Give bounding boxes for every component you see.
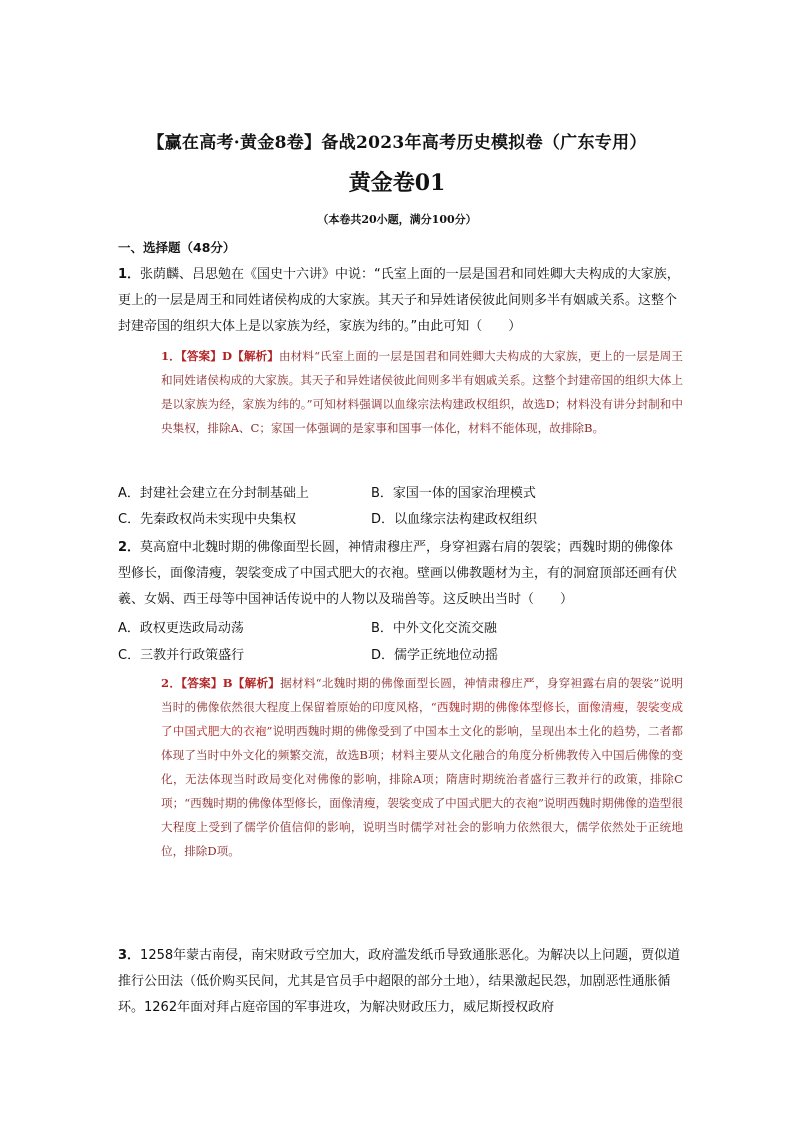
option-b[interactable]: B．家国一体的国家治理模式 [371, 486, 536, 501]
answer-analysis: 据材料“北魏时期的佛像面型长圆，神情肃穆庄严，身穿袒露右肩的袈裟”说明当时的佛像依然很大程度上保留着原始的印度风格， [161, 676, 683, 714]
question-2 [118, 535, 683, 613]
option-d[interactable]: D．以血缘宗法构建政权组织 [371, 512, 538, 527]
option-d[interactable]: D．儒学正统地位动摇 [371, 648, 499, 663]
answer-number: 1． [161, 349, 181, 363]
exam-note: （本卷共20小题，满分100分） [317, 213, 477, 226]
answer-1 [161, 344, 683, 440]
question-text: 1258年蒙古南侵，南宋财政亏空加大，政府滥发纸币导致通胀恶化。为解决以上问题，贾似道推行公田法（低价购买民间，尤其是官员手中超限的部分土地），结果激起民怨，加剧恶性通胀循环。1262年面对拜占庭帝国的军事进攻，为解决财政压力，威尼斯授权政府 [118, 948, 681, 1015]
answer-analysis-cont: 说明西魏时期的佛像受到了中国本土文化的影响，呈现出本土化的趋势，二者都体现了当时中外文化的频繁交流，故选B项；材料主要从文化融合的角度分析佛教传入中国后佛像的变化，无法体现当时政局变化对佛像的影响，排除A项；隋唐时期统治者盛行三教并行的政策，排除C项；“西魏时期的佛像体型修长，面像清瘦，袈裟变成了中国式肥大的衣袍”说明西魏时期佛像的造型很大程度上受到了儒学价值信仰的影响，说明当时儒学对社会的影响力依然很大，儒学依然处于正统地位，排除D项。 [161, 724, 683, 858]
option-c[interactable]: C．先秦政权尚未实现中央集权 [118, 512, 297, 527]
answer-tag: 【答案】B【解析】 [181, 676, 281, 690]
exam-title: 【赢在高考·黄金8卷】备战2023年高考历史模拟卷（广东专用） [147, 133, 647, 153]
answer-tag: 【答案】D【解析】 [180, 349, 279, 363]
answer-quote: “西魏时期的佛像体型修长，面像清瘦，袈裟变成了中国式肥大的衣袍” [161, 700, 683, 738]
answer-analysis: 由材料“氏室上面的一层是国君和同姓卿大夫构成的大家族，更上的一层是周王和同姓诸侯构成的大家族。其天子和异姓诸侯彼此间则多半有姻戚关系。这整个封建帝国的组织大体上是以家族为经，家族为纬的。”可知材料强调以血缘宗法构建政权组织，故选D；材料没有讲分封制和中央集权，排除A、C；家国一体强调的是家事和国事一体化，材料不能体现，故排除B。 [161, 349, 683, 435]
option-c[interactable]: C．三教并行政策盛行 [118, 648, 245, 663]
option-a[interactable]: A．政权更迭政局动荡 [118, 621, 244, 636]
question-number: 1． [118, 267, 141, 282]
paper-subtitle: 黄金卷01 [348, 170, 446, 196]
question-number: 3． [118, 948, 141, 963]
question-text: 张荫麟、吕思勉在《国史十六讲》中说：“氏室上面的一层是国君和同姓卿大夫构成的大家族，更上的一层是周王和同姓诸侯构成的大家族。其天子和异姓诸侯彼此间则多半有姻戚关系。这整个封建帝国的组织大体上是以家族为经，家族为纬的。”由此可知（ ） [118, 267, 680, 334]
section-heading: 一、选择题（48分） [118, 240, 236, 255]
option-a[interactable]: A．封建社会建立在分封制基础上 [118, 486, 309, 501]
question-1 [118, 262, 683, 340]
answer-2 [161, 671, 683, 863]
option-b[interactable]: B．中外文化交流交融 [371, 621, 497, 636]
question-number: 2． [118, 540, 141, 555]
question-3 [118, 943, 683, 1021]
answer-number: 2． [161, 676, 182, 690]
question-text: 莫高窟中北魏时期的佛像面型长圆，神情肃穆庄严，身穿袒露右肩的袈裟；西魏时期的佛像体型修长，面像清瘦，袈裟变成了中国式肥大的衣袍。壁画以佛教题材为主，有的洞窟顶部还画有伏羲、女娲、西王母等中国神话传说中的人物以及瑞兽等。这反映出当时（ ） [118, 540, 678, 607]
